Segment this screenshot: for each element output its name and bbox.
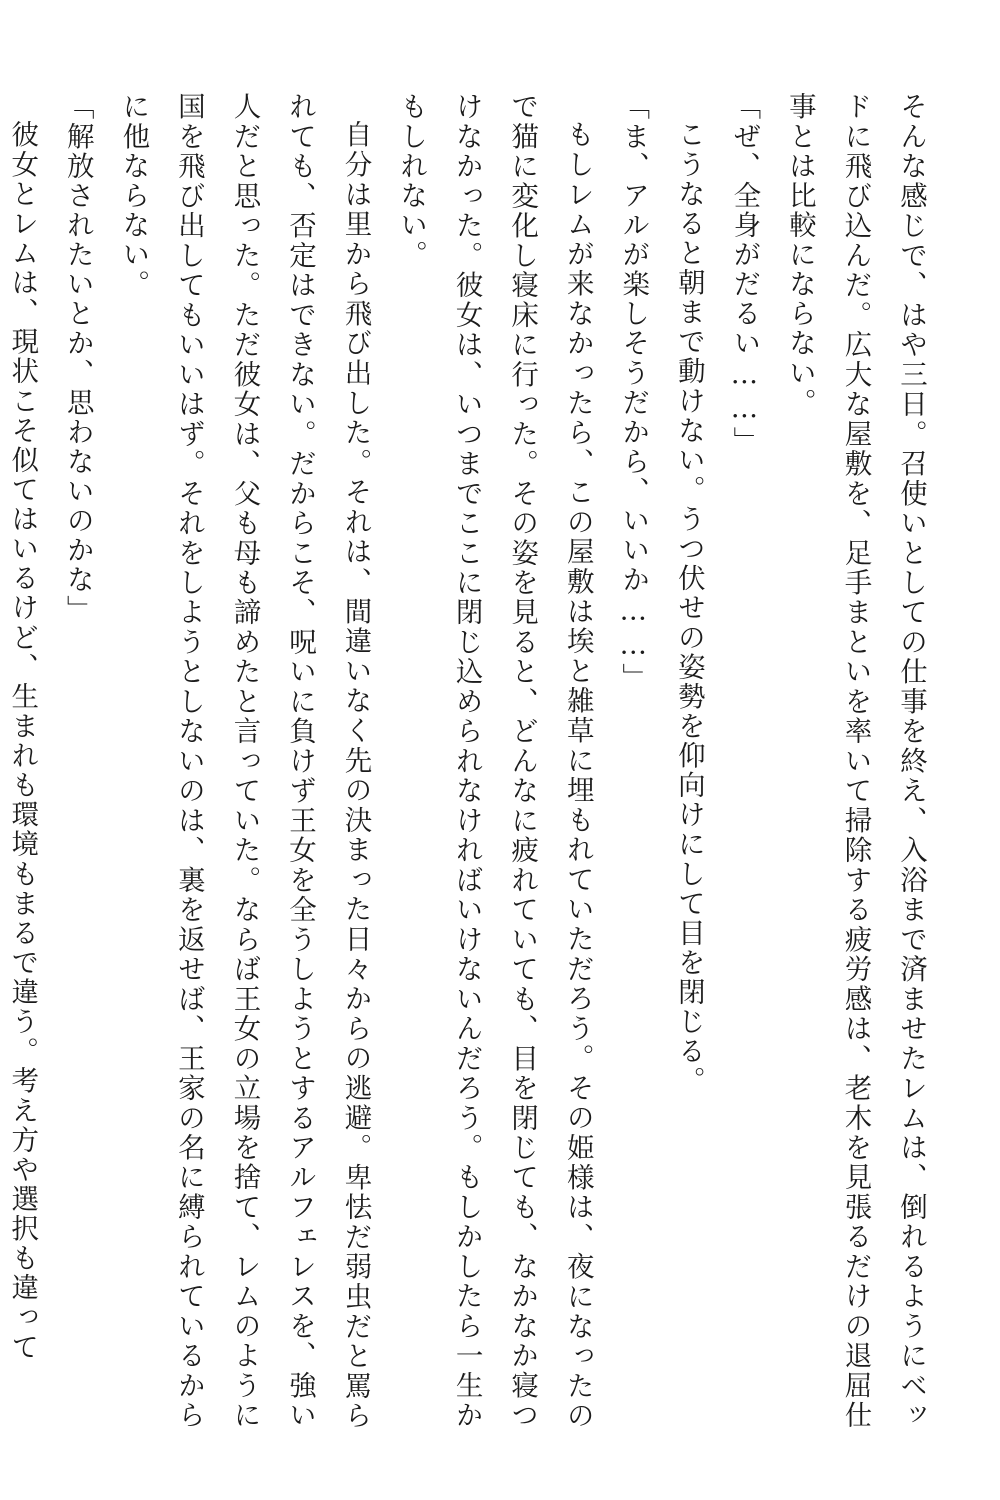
paragraph-dialogue: 「ま、アルが楽しそうだから、いいか……」 [617,92,650,693]
paragraph: 自分は里から飛び出した。それは、間違いなく先の決まった日々からの逃避。卑怯だ弱虫だと罵られても、否定はできない。だからこそ、呪いに負けず王女を全うしようとするアルフェレスを、強い人だと思った。ただ彼女は、父も母も諦めたと言っていた。ならば王女の立場を捨て、レムのように国を飛び出してもいいはず。それをしようとしないのは、裏を返せば、王家の名に縛られているからに他ならない。 [117,92,372,1430]
paragraph: 彼女とレムは、現状こそ似てはいるけど、生まれも環境もまるで違う。考え方や選択も違って [6,119,39,1362]
paragraph: そんな感じで、はや三日。召使いとしての仕事を終え、入浴まで済ませたレムは、倒れるようにベッドに飛び込んだ。広大な屋敷を、足手まといを率いて掃除する疲労感は、老木を見張るだけの退屈仕事とは比較にならない。 [783,92,927,1430]
paragraph-dialogue: 「解放されたいとか、思わないのかな」 [61,92,94,625]
paragraph: こうなると朝まで動けない。うつ伏せの姿勢を仰向けにして目を閉じる。 [672,119,705,1096]
vertical-text-body [6,92,938,1430]
paragraph-dialogue: 「ぜ、全身がだるい……」 [728,92,761,456]
paragraph: もしレムが来なかったら、この屋敷は埃と雑草に埋もれていただろう。その姫様は、夜になったので猫に変化し寝床に行った。その姿を見ると、どんなに疲れていても、目を閉じても、なかなか寝つけなかった。彼女は、いつまでここに閉じ込められなければいけないんだろう。もしかしたら一生かもしれない。 [395,92,594,1430]
